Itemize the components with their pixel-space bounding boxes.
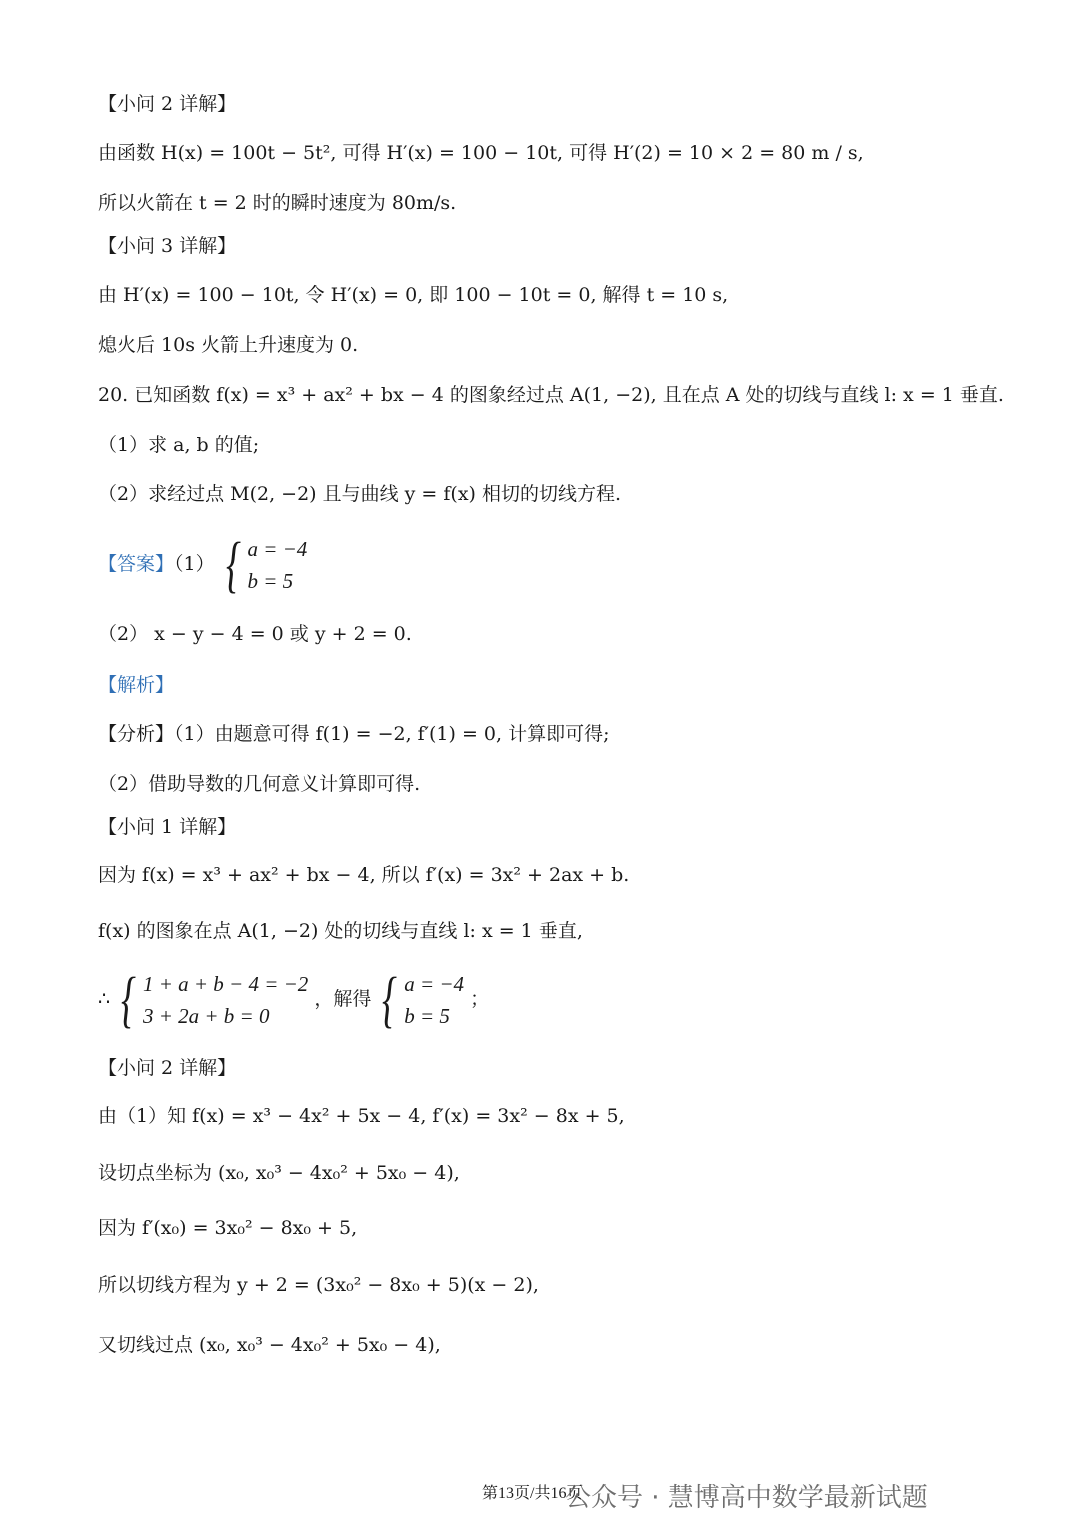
text-line: 熄火后 10s 火箭上升速度为 0. [98, 334, 359, 356]
text-line: 所以切线方程为 y + 2 = (3x₀² − 8x₀ + 5)(x − 2), [98, 1274, 539, 1296]
text-line: f(x) 的图象在点 A(1, −2) 处的切线与直线 l: x = 1 垂直, [98, 920, 583, 942]
text-line: 设切点坐标为 (x₀, x₀³ − 4x₀² + 5x₀ − 4), [98, 1162, 460, 1184]
equation-row: a = −4 [404, 972, 465, 996]
heading-subq1: 【小问 1 详解】 [98, 816, 237, 838]
question-part2: （2）求经过点 M(2, −2) 且与曲线 y = f(x) 相切的切线方程. [98, 483, 622, 505]
solve-text: ，解得 [314, 988, 372, 1010]
watermark-text: 公众号 · 慧博高中数学最新试题 [565, 1483, 928, 1513]
equation-row: b = 5 [404, 1004, 450, 1028]
question-20: 20. 已知函数 f(x) = x³ + ax² + bx − 4 的图象经过点 A(1, −2), 且在点 A 处的切线与直线 l: x = 1 垂直. [98, 384, 1004, 406]
answer-label: 【答案】 [98, 553, 175, 575]
text-line: 由 H′(x) = 100 − 10t, 令 H′(x) = 0, 即 100 − 10t = 0, 解得 t = 10 s, [98, 284, 729, 306]
question-part1: （1）求 a, b 的值; [98, 434, 260, 456]
text-line: 因为 f′(x₀) = 3x₀² − 8x₀ + 5, [98, 1217, 358, 1239]
heading-subq2b: 【小问 2 详解】 [98, 1057, 237, 1079]
equation-system-line [98, 968, 489, 1032]
answer-system [221, 533, 308, 597]
page-footer: 第13页/共16页 [482, 1485, 583, 1502]
text-line: 由函数 H(x) = 100t − 5t², 可得 H′(x) = 100 − 10t, 可得 H′(2) = 10 × 2 = 80 m / s, [98, 142, 864, 164]
brace-icon: { [225, 531, 241, 599]
answer-part1: （1） [174, 553, 215, 575]
text-line: 因为 f(x) = x³ + ax² + bx − 4, 所以 f′(x) = 3x² + 2ax + b. [98, 864, 630, 886]
therefore-symbol: ∴ [98, 988, 111, 1010]
brace-icon: { [382, 966, 398, 1034]
analysis-part1: 【分析】（1）由题意可得 f(1) = −2, f′(1) = 0, 计算即可得; [98, 723, 610, 745]
text-line: 由（1）知 f(x) = x³ − 4x² + 5x − 4, f′(x) = 3x² − 8x + 5, [98, 1105, 625, 1127]
answer-row: b = 5 [247, 569, 294, 593]
heading-subq3: 【小问 3 详解】 [98, 235, 237, 257]
equation-system-right [377, 968, 464, 1032]
semicolon: ； [470, 988, 490, 1010]
equation-system-left [116, 968, 308, 1032]
answer-row: a = −4 [247, 537, 308, 561]
analysis-part2: （2）借助导数的几何意义计算即可得. [98, 773, 421, 795]
analysis-label: 【解析】 [98, 674, 175, 696]
answer-part2: （2） x − y − 4 = 0 或 y + 2 = 0. [98, 623, 412, 645]
brace-icon: { [121, 966, 136, 1034]
equation-row: 1 + a + b − 4 = −2 [142, 972, 309, 996]
text-line: 所以火箭在 t = 2 时的瞬时速度为 80m/s. [98, 192, 457, 214]
answer-block [98, 533, 307, 597]
heading-subq2: 【小问 2 详解】 [98, 93, 237, 115]
text-line: 又切线过点 (x₀, x₀³ − 4x₀² + 5x₀ − 4), [98, 1334, 441, 1356]
equation-row: 3 + 2a + b = 0 [142, 1004, 270, 1028]
